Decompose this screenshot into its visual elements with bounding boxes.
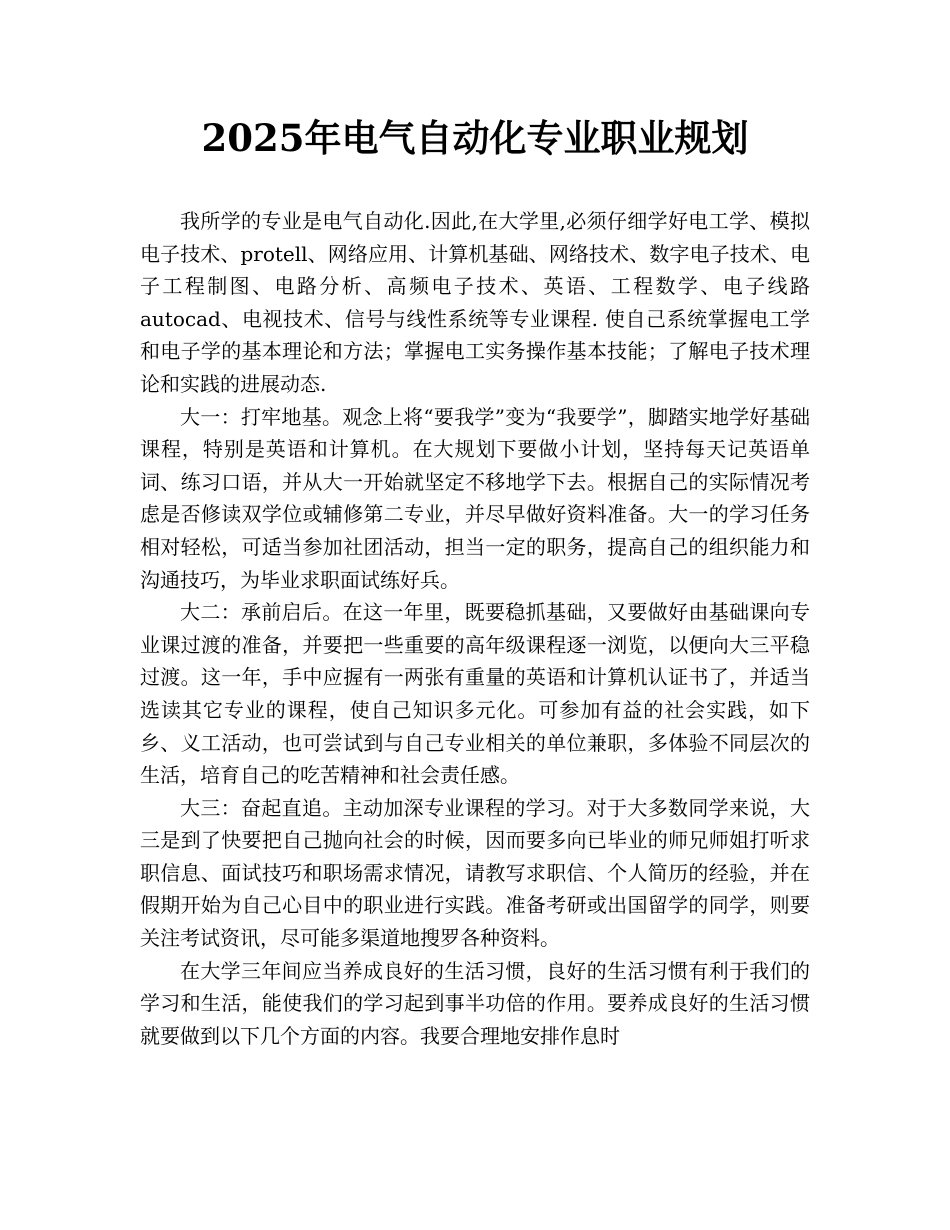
paragraph-year-three: 大三：奋起直追。主动加深专业课程的学习。对于大多数同学来说，大三是到了快要把自己抛向社会的时候，因而要多向已毕业的师兄师姐打听求职信息、面试技巧和职场需求情况，请教写求职信、个人简历的经验，并在假期开始为自己心目中的职业进行实践。准备考研或出国留学的同学，则要关注考试资讯，尽可能多渠道地搜罗各种资料。 (140, 795, 810, 951)
paragraph-year-one: 大一：打牢地基。观念上将“要我学”变为“我要学”，脚踏实地学好基础课程，特别是英语和计算机。在大规划下要做小计划，坚持每天记英语单词、练习口语，并从大一开始就坚定不移地学下去。根据自己的实际情况考虑是否修读双学位或辅修第二专业，并尽早做好资料准备。大一的学习任务相对轻松，可适当参加社团活动，担当一定的职务，提高自己的组织能力和沟通技巧，为毕业求职面试练好兵。 (140, 404, 810, 592)
document-title: 2025年电气自动化专业职业规划 (201, 116, 749, 160)
document-body (140, 205, 810, 1052)
paragraph-habits: 在大学三年间应当养成良好的生活习惯，良好的生活习惯有利于我们的学习和生活，能使我们的学习起到事半功倍的作用。要养成良好的生活习惯就要做到以下几个方面的内容。我要合理地安排作息时 (140, 958, 810, 1048)
paragraph-year-two: 大二：承前启后。在这一年里，既要稳抓基础，又要做好由基础课向专业课过渡的准备，并要把一些重要的高年级课程逐一浏览，以便向大三平稳过渡。这一年，手中应握有一两张有重量的英语和计算机认证书了，并适当选读其它专业的课程，使自己知识多元化。可参加有益的社会实践，如下乡、义工活动，也可尝试到与自己专业相关的单位兼职，多体验不同层次的生活，培育自己的吃苦精神和社会责任感。 (140, 600, 810, 788)
paragraph-intro: 我所学的专业是电气自动化.因此,在大学里,必须仔细学好电工学、模拟电子技术、protell、网络应用、计算机基础、网络技术、数字电子技术、电子工程制图、电路分析、高频电子技术、英语、工程数学、电子线路autocad、电视技术、信号与线性系统等专业课程. 使自己系统掌握电工学和电子学的基本理论和方法；掌握电工实务操作基本技能；了解电子技术理论和实践的进展动态. (140, 209, 810, 396)
